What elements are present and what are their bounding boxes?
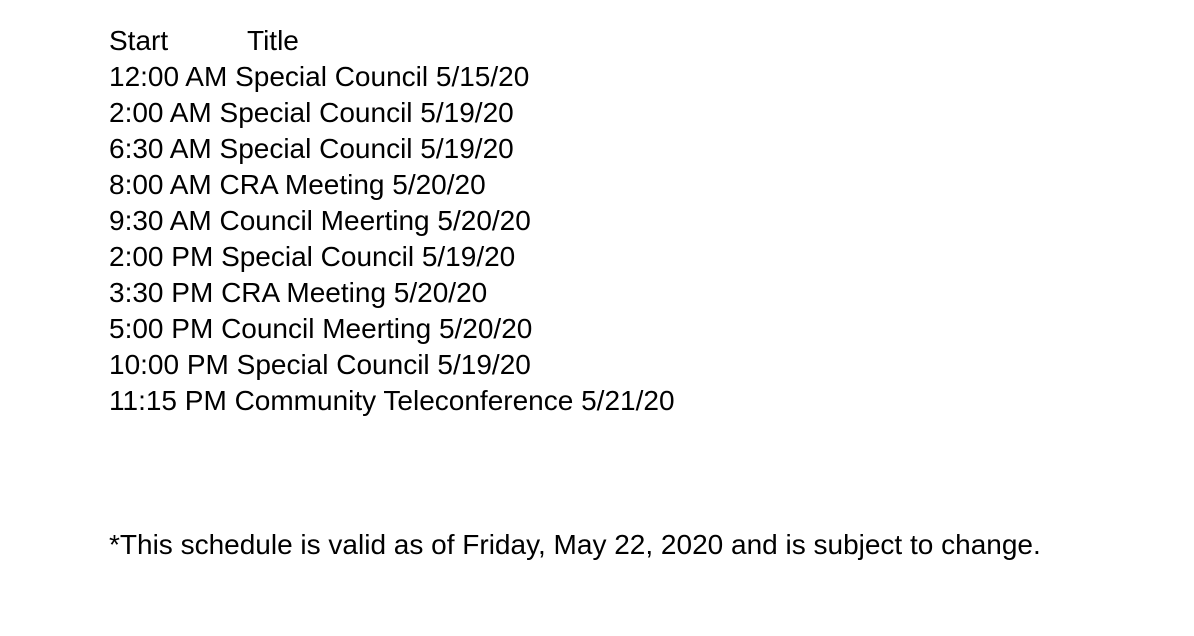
schedule-header <box>109 23 675 59</box>
meeting-title: Council Meerting 5/20/20 <box>219 205 531 236</box>
schedule-row <box>109 347 675 383</box>
meeting-title: Special Council 5/19/20 <box>221 241 516 272</box>
meeting-title: Council Meerting 5/20/20 <box>221 313 533 344</box>
start-time: 8:00 AM <box>109 169 212 200</box>
meeting-title: CRA Meeting 5/20/20 <box>219 169 486 200</box>
schedule-row <box>109 203 675 239</box>
meeting-title: Community Teleconference 5/21/20 <box>234 385 675 416</box>
meeting-title: Special Council 5/15/20 <box>235 61 530 92</box>
start-time: 12:00 AM <box>109 61 228 92</box>
schedule-row <box>109 95 675 131</box>
schedule-row <box>109 311 675 347</box>
schedule-list <box>109 23 675 419</box>
start-time: 2:00 AM <box>109 97 212 128</box>
schedule-validity-note: *This schedule is valid as of Friday, May 22, 2020 and is subject to change. <box>109 529 1041 560</box>
meeting-title: Special Council 5/19/20 <box>219 133 514 164</box>
start-time: 5:00 PM <box>109 313 214 344</box>
start-time: 9:30 AM <box>109 205 212 236</box>
start-column-header: Start <box>109 25 169 56</box>
meeting-title: Special Council 5/19/20 <box>219 97 514 128</box>
start-time: 11:15 PM <box>109 385 227 416</box>
schedule-row <box>109 131 675 167</box>
schedule-row <box>109 239 675 275</box>
start-time: 6:30 AM <box>109 133 212 164</box>
schedule-row <box>109 59 675 95</box>
meeting-title: CRA Meeting 5/20/20 <box>221 277 488 308</box>
start-time: 2:00 PM <box>109 241 214 272</box>
title-column-header: Title <box>247 25 299 56</box>
start-time: 10:00 PM <box>109 349 229 380</box>
schedule-row <box>109 167 675 203</box>
schedule-row <box>109 275 675 311</box>
schedule-row <box>109 383 675 419</box>
meeting-title: Special Council 5/19/20 <box>236 349 531 380</box>
start-time: 3:30 PM <box>109 277 214 308</box>
